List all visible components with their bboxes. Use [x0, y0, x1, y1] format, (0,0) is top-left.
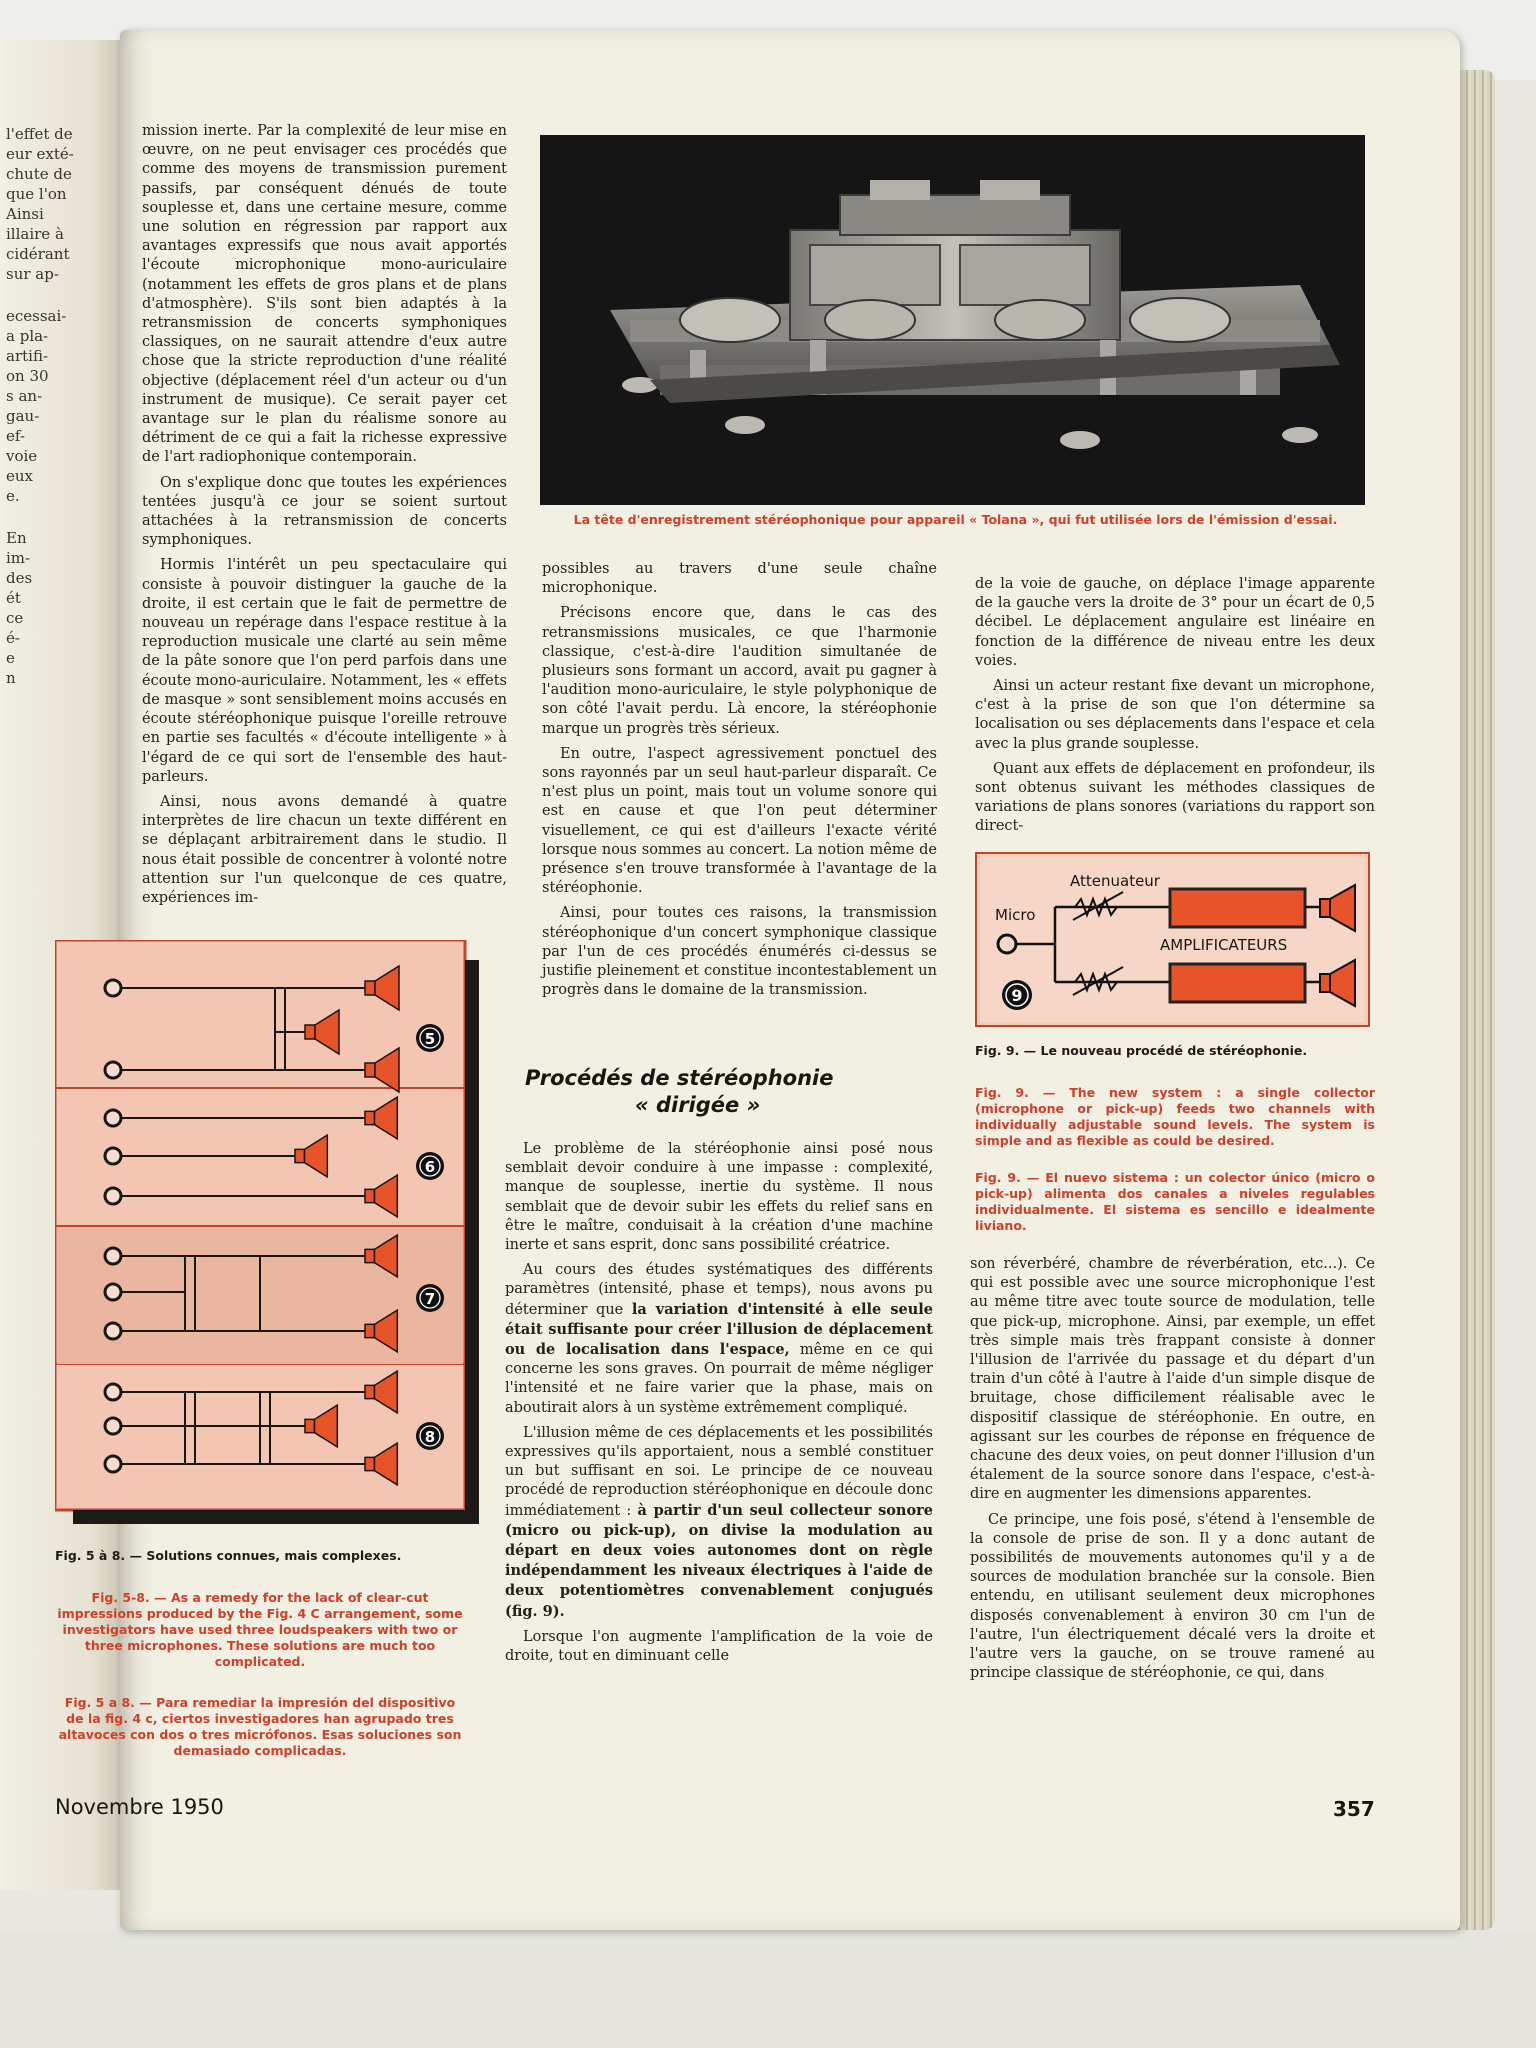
microphone-symbol [105, 1456, 121, 1472]
amplifier-top [1170, 889, 1305, 927]
microphone-symbol [105, 1148, 121, 1164]
col2b-paragraph-1: Le problème de la stéréophonie ainsi posé nous semblait devoir conduire à une impasse : complexité, manque de souplesse, inertie du système. Il nous semblait que de devoir subir les effets du relief sans en être le maître, conduisait à la création d'une machine inerte et sans esprit, donc sans possibilité créatrice. [505, 1141, 933, 1254]
left-page-fragment: artifi- [6, 347, 49, 365]
loudspeaker-symbol [365, 1457, 375, 1470]
left-page-fragment: on 30 [6, 367, 49, 385]
left-page-fragment: cidérant [6, 245, 70, 263]
col3-paragraph: Quant aux effets de déplacement en profondeur, ils sont obtenus suivant les méthodes classiques de variations de plans sonores (variations du rapport son direct- [975, 760, 1375, 835]
column-2-bottom [505, 1140, 933, 1672]
fig9-caption-fr: Fig. 9. — Le nouveau procédé de stéréophonie. [975, 1043, 1308, 1058]
microphone-symbol [105, 1384, 121, 1400]
issue-date: Novembre 1950 [55, 1795, 224, 1819]
col1-paragraph: Hormis l'intérêt un peu spectaculaire qui consiste à pouvoir distinguer la gauche de la droite, il est certain que le fait de permettre de nouveau un repérage dans l'espace restitue à la reproduction musicale une clarté au sein même de la pâte sonore que l'on perd parfois dans une écoute mono-auriculaire. Notamment, les « effets de masque » sont sensiblement moins accusés en écoute stéréophonique puisque l'oreille retrouve en partie ses facultés « d'écoute intelligente » à l'égard de ce qui sort de l'ensemble des haut-parleurs. [142, 557, 507, 785]
col2-paragraph: possibles au travers d'une seule chaîne microphonique. [542, 561, 937, 597]
left-page-fragment: n [6, 669, 16, 687]
left-page-fragment: im- [6, 549, 31, 567]
col2b-paragraph-3 [505, 1424, 933, 1622]
left-page-fragment: En [6, 529, 27, 547]
microphone-symbol [105, 1188, 121, 1204]
left-page-fragment: l'effet de [6, 125, 73, 143]
left-page-fragment: e [6, 649, 15, 667]
loudspeaker-symbol [295, 1149, 305, 1162]
col1-paragraph: mission inerte. Par la complexité de leur mise en œuvre, on ne peut envisager ces procédés que comme des moyens de transmission purement passifs, par conséquent dénués de toute souplesse et, dans une certaine mesure, comme une solution en régression par rapport aux avantages expressifs que nous avait apportés l'écoute microphonique mono-auriculaire (notamment les effets de gros plans et de plans d'atmosphère). S'ils sont bien adaptés à la retransmission de concerts symphoniques classiques, on ne saurait attendre d'eux autre chose que la stricte reproduction d'une réalité objective (déplacement réel d'un acteur ou d'un instrument de musique). Ce serait payer cet avantage sur le plan du réalisme sonore au détriment de ce qui a fait la richesse expressive de l'art radiophonique contemporain. [142, 123, 507, 466]
loudspeaker-symbol [365, 1189, 375, 1202]
attenuator-label: Attenuateur [1070, 872, 1160, 890]
loudspeaker-symbol [305, 1419, 315, 1432]
left-page-fragment: s an- [6, 387, 43, 405]
col2b-p2-bold: la variation d'intensité à elle seule était suffisante pour créer l'illusion de déplacement ou de localisation dans l'espace, [505, 1300, 933, 1359]
section-heading [525, 1065, 945, 1119]
left-page-fragment: illaire à [6, 225, 64, 243]
figure-9-diagram [975, 852, 1370, 1027]
left-page-fragment: é- [6, 629, 20, 647]
photo-caption: La tête d'enregistrement stéréophonique pour appareil « Tolana », qui fut utilisée lors de l'émission d'essai. [573, 512, 1338, 527]
figure-number: 6 [424, 1158, 436, 1176]
col1-paragraph: On s'explique donc que toutes les expériences tentées jusqu'à ce jour se soient surtout attachées à la retransmission de concerts symphoniques. [142, 474, 507, 549]
col2b-p2-c: même en ce qui concerne les sons graves. On pourrait de même négliger l'intensité et ne faire varier que la phase, mais on aboutirait alors à un système extrêmement compliqué. [505, 1342, 933, 1416]
left-page-fragment: ecessai- [6, 307, 67, 325]
col2b-paragraph-4: Lorsque l'on augmente l'amplification de la voie de droite, tout en diminuant celle [505, 1628, 933, 1665]
left-page-fragment: ef- [6, 427, 25, 445]
col2b-paragraph-2 [505, 1261, 933, 1418]
fig9-caption-es: Fig. 9. — El nuevo sistema : un colector único (micro o pick-up) alimenta dos canales a niveles regulables individualmente. El sistema es sencillo e idealmente liviano. [975, 1170, 1375, 1233]
col3b-paragraph: son réverbéré, chambre de réverbération, etc...). Ce qui est possible avec une source microphonique l'est au même titre avec toute source de modulation, telle que pick-up, microphone. Ainsi, par exemple, un effet très simple mais très frappant consiste à donner l'illusion de l'arrivée du passage et du départ d'un train d'un côté à l'autre à l'aide d'un simple disque de bruitage, chose difficilement réalisable avec le dispositif classique de stéréophonie. En outre, en agissant sur les courbes de réponse en fréquence de chacune des deux voies, on peut donner l'illusion d'un étalement de la source sonore dans l'espace, c'est-à-dire en augmenter les dimensions apparentes. [970, 1256, 1375, 1503]
microphone-symbol [105, 1110, 121, 1126]
micro-label: Micro [995, 906, 1036, 924]
left-page-fragment: des [6, 569, 33, 587]
heading-line-1: Procédés de stéréophonie [525, 1066, 834, 1090]
page-edge [1455, 70, 1495, 1930]
col3-paragraph: Ainsi un acteur restant fixe devant un microphone, c'est à la prise de son que l'on détermine sa localisation ou ses déplacements dans l'espace et cela avec la plus grande souplesse. [975, 678, 1375, 752]
recording-head-photo [540, 135, 1365, 505]
microphone-symbol [105, 1284, 121, 1300]
col2b-p3-bold: à partir d'un seul collecteur sonore (micro ou pick-up), on divise la modulation au départ en deux voies autonomes dont on règle indépendamment les niveaux électriques à l'aide de deux potentiomètres convenablement conjugués (fig. 9). [505, 1501, 933, 1620]
loudspeaker-symbol [365, 1111, 375, 1124]
left-page-fragment: chute de [6, 165, 72, 183]
microphone-symbol [105, 1418, 121, 1434]
microphone-symbol [105, 1062, 121, 1078]
col1-paragraph: Ainsi, nous avons demandé à quatre interprètes de lire chacun un texte différent en se déplaçant arbitrairement dans le studio. Il nous était possible de concentrer à volonté notre attention sur l'un quelconque de ces quatre, expériences im- [142, 793, 507, 906]
heading-line-2: « dirigée » [635, 1093, 761, 1117]
left-page-fragment: sur ap- [6, 265, 59, 283]
left-page-fragment: que l'on [6, 185, 67, 203]
fig9-caption-en: Fig. 9. — The new system : a single collector (microphone or pick-up) feeds two channels with individually adjustable sound levels. The system is simple and as flexible as could be desired. [975, 1085, 1375, 1148]
col3b-paragraph: Ce principe, une fois posé, s'étend à l'ensemble de la console de prise de son. Il y a donc autant de possibilités de mouvements autonomes qu'il y a de sources de modulation branchée sur la console. Bien entendu, en utilisant seulement deux microphones disposés convenablement à environ 30 cm l'un de l'autre, l'un électriquement décalé vers la droite et l'autre vers la gauche, on se trouve ramené au principe classique de stéréophonie, ce qui, dans [970, 1511, 1375, 1682]
col2-paragraph: Précisons encore que, dans le cas des retransmissions musicales, ce que l'harmonie classique, c'est-à-dire l'audition simultanée de plusieurs sons formant un accord, avait pu gagner à l'audition mono-auriculaire, le style polyphonique de son côté l'avait perdu. Là encore, la stéréophonie marque un progrès très sérieux. [542, 605, 937, 737]
left-page-fragment: gau- [6, 407, 40, 425]
left-page-fragment: voie [6, 447, 38, 465]
amplifier-bottom [1170, 964, 1305, 1002]
loudspeaker-symbol [365, 1324, 375, 1337]
col3-paragraph: de la voie de gauche, on déplace l'image apparente de la gauche vers la droite de 3° pour un écart de 0,5 décibel. Le déplacement angulaire est linéaire en fonction de la différence de niveau entre les deux voies. [975, 576, 1375, 669]
loudspeaker-symbol [305, 1025, 315, 1039]
page-number: 357 [1333, 1797, 1375, 1821]
microphone-symbol [105, 1248, 121, 1264]
loudspeaker-symbol [365, 1249, 375, 1262]
figure-number: 7 [424, 1290, 436, 1308]
loudspeaker-symbol [365, 1385, 375, 1398]
col2-paragraph: En outre, l'aspect agressivement ponctuel des sons rayonnés par un seul haut-parleur disparaît. Ce n'est plus un point, mais tout un volume sonore qui est en cause et que l'on peut déterminer visuellement, ce qui est d'ailleurs l'exacte vérité lorsque nous sommes au concert. La notion même de présence s'en trouve transformée à l'avantage de la stéréophonie. [542, 745, 937, 897]
fig5-8-caption-es: Fig. 5 a 8. — Para remediar la impresión del dispositivo de la fig. 4 c, ciertos investigadores han agrupado tres altavoces con dos o tres micrófonos. Esas soluciones son demasiado complicadas. [58, 1695, 462, 1758]
left-page-fragment: ét [6, 589, 21, 607]
col2-paragraph: Ainsi, pour toutes ces raisons, la transmission stéréophonique d'un concert symphonique classique par l'un de ces procédés énumérés ci-dessus se justifie pleinement et constitue incontestablement un progrès dans le domaine de la transmission. [542, 905, 937, 999]
left-page-fragment: e. [6, 487, 20, 505]
column-1 [142, 122, 507, 914]
column-3-top [975, 575, 1375, 843]
loudspeaker-symbol [365, 1063, 375, 1077]
left-page-fragment: eux [6, 467, 33, 485]
figure-number: 5 [424, 1030, 436, 1048]
left-page-fragment: a pla- [6, 327, 49, 345]
recording-head-image [540, 135, 1365, 505]
background-bottom [0, 1930, 1536, 2048]
fig5-8-caption-fr: Fig. 5 à 8. — Solutions connues, mais complexes. [55, 1548, 402, 1563]
microphone-symbol [105, 980, 121, 996]
col2b-p3-a: L'illusion même de ces déplacements et les possibilités expressives qu'ils apportaient, nous a semblé constituer un but suffisant en soi. Le principe de ce nouveau procédé de reproduction stéréophonique en découle donc immédiatement : [505, 1424, 933, 1519]
col2b-p2-a: Au cours des études systématiques des différents paramètres (intensité, phase et temps), nous avons pu déterminer que [505, 1262, 933, 1318]
figures-5-to-8 [55, 940, 485, 1530]
left-page-fragment: Ainsi [6, 205, 44, 223]
figure-number: 8 [424, 1428, 436, 1446]
column-2-top [542, 560, 937, 1006]
amplifiers-label: AMPLIFICATEURS [1160, 936, 1288, 954]
left-page-fragment: ce [6, 609, 24, 627]
fig5-8-caption-en: Fig. 5-8. — As a remedy for the lack of clear-cut impressions produced by the Fig. 4 C arrangement, some investigators have used three loudspeakers with two or three microphones. These solutions are much too complicated. [57, 1590, 463, 1669]
loudspeaker-symbol [365, 981, 375, 995]
figure-9-number: 9 [1011, 986, 1023, 1005]
column-3-bottom [970, 1255, 1375, 1689]
left-page-fragment: eur exté- [6, 145, 74, 163]
microphone-symbol [105, 1323, 121, 1339]
